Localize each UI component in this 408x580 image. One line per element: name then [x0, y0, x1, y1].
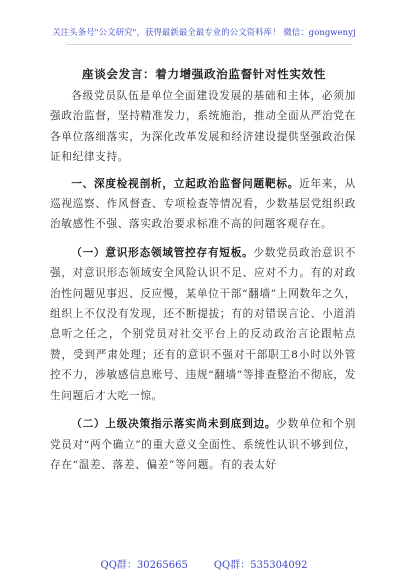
subsection-1-heading: （一）意识形态领域管控存有短板。 [71, 246, 254, 259]
footer-qq-group-2: QQ群：535304092 [213, 560, 308, 571]
section-1-heading: 一、深度检视剖析，立起政治监督问题靶标。 [71, 177, 300, 190]
document-title: 座谈会发言：着力增强政治监督针对性实效性 [82, 67, 326, 81]
document-body [50, 86, 356, 475]
section-1-paragraph [50, 174, 356, 235]
subsection-2-body: 少数单位和个别党员对“两个确立”的重大意义全面性、系统性认识不够到位，存在“温差、落差、偏差”等问题。有的表太好 [50, 418, 356, 471]
header-divider [66, 44, 352, 45]
subsection-2-paragraph [50, 414, 356, 475]
intro-paragraph: 各级党员队伍是单位全面建设发展的基础和主体，必须加强政治监督，坚持精准发力，系统施治，推动全面从严治党在各单位落细落实，为深化改革发展和经济建设提供坚强政治保证和纪律支持。 [50, 90, 356, 164]
subsection-1-paragraph [50, 243, 356, 406]
subsection-2-heading: （二）上级决策指示落实尚未到底到边。 [71, 418, 277, 431]
header-banner: 关注头条号"公文研究"，获得最新最全最专业的公文资料库！ 微信：gongwenyj [52, 27, 356, 37]
subsection-1-body: 少数党员政治意识不强，对意识形态领域安全风险认识不足、应对不力。有的对政治性问题见事迟、反应慢，某单位干部“翻墙”上网数年之久，组织上不仅没有发现，还不断提拔；有的对错误言论、小道消息听之任之，个别党员对社交平台上的反动政治言论跟帖点赞，受到严肃处理；还有的意识不强对干部职工8小时以外管控不力，涉敏感信息账号、违规“翻墙”等排查整治不彻底，发生问题后才大吃一惊。 [50, 246, 356, 402]
footer-qq-group-1: QQ群：30265665 [100, 560, 188, 571]
footer-contact [0, 556, 408, 571]
section-1-body: 近年来，从巡视巡察、作风督查、专项检查等情况看，少数基层党组织政治敏感性不强、落实政治要求标准不高的问题客观存在。 [50, 177, 357, 231]
